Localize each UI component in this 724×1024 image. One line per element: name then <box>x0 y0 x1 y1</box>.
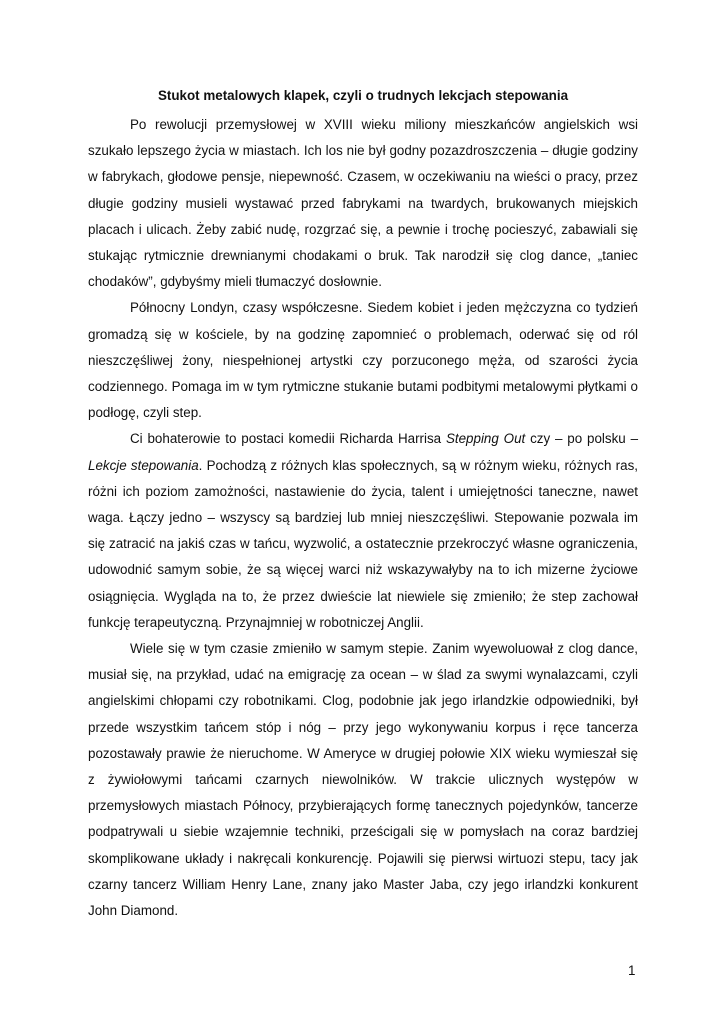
paragraph-2 <box>88 295 638 426</box>
document-title: Stukot metalowych klapek, czyli o trudnych lekcjach stepowania <box>157 88 569 103</box>
italic-title-text: Stepping Out <box>445 431 526 447</box>
italic-title-text: Lekcje stepowania <box>88 457 199 473</box>
paragraph-1 <box>88 112 638 295</box>
paragraph-text: . Pochodzą z różnych klas społecznych, są w różnym wieku, różnych ras, różni ich poziom zamożności, nastawienie do życia, talent i umiejętności taneczne, nawet waga. Łączy jedno – wszyscy są bardziej lub mniej nieszczęśliwi. Stepowanie pozwala im się zatracić na jakiś czas w tańcu, wyzwolić, a ostatecznie przekroczyć własne ograniczenia, udowodnić samym sobie, że są więcej warci niż wskazywałyby na to ich mizerne życiowe osiągnięcia. Wygląda na to, że przez dwieście lat niewiele się zmieniło; że step zachował funkcję terapeutyczną. Przynajmniej w robotniczej Anglii. <box>88 457 638 630</box>
document-body <box>88 112 638 924</box>
paragraph-text: Północny Londyn, czasy współczesne. Siedem kobiet i jeden mężczyzna co tydzień gromadzą się w kościele, by na godzinę zapomnieć o problemach, oderwać się od ról nieszczęśliwej żony, niespełnionej artystki czy porzuconego męża, od szarości życia codziennego. Pomaga im w tym rytmiczne stukanie butami podbitymi metalowymi płytkami o podłogę, czyli step. <box>88 300 638 421</box>
paragraph-3 <box>88 426 638 636</box>
paragraph-text: Wiele się w tym czasie zmieniło w samym stepie. Zanim wyewoluował z clog dance, musiał się, na przykład, udać na emigrację za ocean – w ślad za swymi wynalazcami, czyli angielskimi chłopami czy robotnikami. Clog, podobnie jak jego irlandzkie odpowiedniki, był przede wszystkim tańcem stóp i nóg – przy jego wykonywaniu korpus i ręce tancerza pozostawały prawie że nieruchome. W Ameryce w drugiej połowie XIX wieku wymieszał się z żywiołowymi tańcami czarnych niewolników. W trakcie ulicznych występów w przemysłowych miastach Północy, przybierających formę tanecznych pojedynków, tancerze podpatrywali u siebie wzajemnie techniki, prześcigali się w pomysłach na coraz bardziej skomplikowane układy i nakręcali konkurencję. Pojawili się pierwsi wirtuozi stepu, tacy jak czarny tancerz William Henry Lane, znany jako Master Jaba, czy jego irlandzki konkurent John Diamond. <box>88 641 638 919</box>
paragraph-text: Po rewolucji przemysłowej w XVIII wieku miliony mieszkańców angielskich wsi szukało lepszego życia w miastach. Ich los nie był godny pozazdroszczenia – długie godziny w fabrykach, głodowe pensje, niepewność. Czasem, w oczekiwaniu na wieści o pracy, przez długie godziny musieli wystawać przed fabrykami na twardych, brukowanych miejskich placach i ulicach. Żeby zabić nudę, rozgrzać się, a pewnie i trochę pocieszyć, zabawiali się stukając rytmicznie drewnianymi chodakami o bruk. Tak narodził się clog dance, „taniec chodaków”, gdybyśmy mieli tłumaczyć dosłownie. <box>88 117 638 290</box>
paragraph-text: czy – po polsku – <box>525 431 639 447</box>
paragraph-4 <box>88 636 638 924</box>
page-number: 1 <box>628 963 636 978</box>
paragraph-text: Ci bohaterowie to postaci komedii Richarda Harrisa <box>130 431 446 447</box>
document-page <box>88 86 638 924</box>
